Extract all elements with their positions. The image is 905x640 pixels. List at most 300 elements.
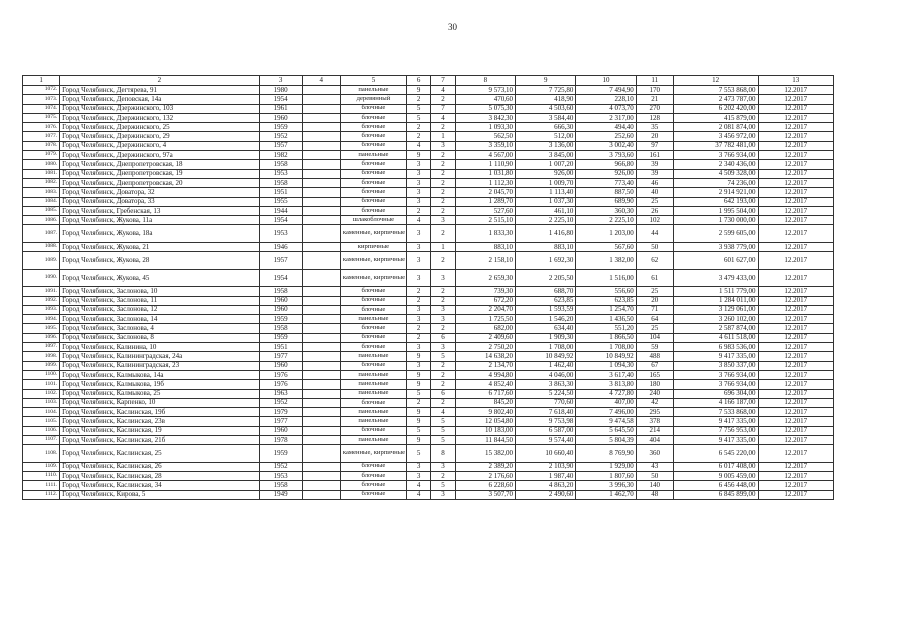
table-row (23, 426, 834, 435)
entrances-cell: 3 (431, 315, 455, 324)
entrances-cell: 4 (431, 408, 455, 417)
row-number: 1082. (23, 178, 60, 187)
private-area-cell: 9 474,58 (576, 417, 636, 426)
floors-cell: 5 (407, 445, 431, 463)
private-area-cell: 966,80 (576, 160, 636, 169)
cost-cell: 4 611 518,00 (673, 333, 758, 342)
year-built-cell: 1957 (259, 141, 302, 150)
wall-material-cell: блочные (340, 462, 406, 471)
year-built-cell: 1977 (259, 352, 302, 361)
entrances-cell: 4 (431, 86, 455, 95)
residents-cell: 180 (636, 380, 673, 389)
private-area-cell: 2 225,10 (576, 216, 636, 225)
private-area-cell: 228,10 (576, 95, 636, 104)
entrances-cell: 2 (431, 287, 455, 296)
date-cell: 12.2017 (758, 252, 833, 270)
column-4-cell (302, 370, 340, 379)
table-row (23, 188, 834, 197)
column-4-cell (302, 287, 340, 296)
wall-material-cell: блочные (340, 104, 406, 113)
year-built-cell: 1953 (259, 225, 302, 243)
entrances-cell: 2 (431, 169, 455, 178)
date-cell: 12.2017 (758, 216, 833, 225)
address-cell: Город Челябинск, Заслонова, 10 (60, 287, 260, 296)
total-area-cell: 15 382,00 (455, 445, 515, 463)
residents-cell: 360 (636, 445, 673, 463)
floors-cell: 3 (407, 462, 431, 471)
total-area-cell: 1 110,90 (455, 160, 515, 169)
row-number: 1088. (23, 242, 60, 251)
column-header: 9 (516, 76, 576, 86)
address-cell: Город Челябинск, Калмыкова, 14а (60, 370, 260, 379)
cost-cell: 3 456 972,00 (673, 132, 758, 141)
address-cell: Город Челябинск, Деповская, 14а (60, 95, 260, 104)
total-area-cell: 6 228,60 (455, 481, 515, 490)
row-number: 1080. (23, 160, 60, 169)
address-cell: Город Челябинск, Заслонова, 4 (60, 324, 260, 333)
row-number: 1110. (23, 472, 60, 481)
column-header: 8 (455, 76, 515, 86)
date-cell: 12.2017 (758, 151, 833, 160)
wall-material-cell: панельные (340, 86, 406, 95)
wall-material-cell: блочные (340, 296, 406, 305)
column-header: 2 (60, 76, 260, 86)
year-built-cell: 1976 (259, 380, 302, 389)
table-row (23, 352, 834, 361)
year-built-cell: 1961 (259, 104, 302, 113)
column-4-cell (302, 324, 340, 333)
cost-cell: 3 766 934,00 (673, 380, 758, 389)
floors-cell: 3 (407, 225, 431, 243)
year-built-cell: 1946 (259, 242, 302, 251)
table-row (23, 242, 834, 251)
table-row (23, 462, 834, 471)
wall-material-cell: блочные (340, 490, 406, 499)
column-4-cell (302, 380, 340, 389)
year-built-cell: 1959 (259, 445, 302, 463)
row-number: 1109. (23, 462, 60, 471)
column-4-cell (302, 398, 340, 407)
date-cell: 12.2017 (758, 188, 833, 197)
address-cell: Город Челябинск, Заслонова, 11 (60, 296, 260, 305)
column-4-cell (302, 361, 340, 370)
table-row (23, 95, 834, 104)
entrances-cell: 8 (431, 445, 455, 463)
wall-material-cell: блочные (340, 141, 406, 150)
private-area-cell: 4 727,80 (576, 389, 636, 398)
year-built-cell: 1977 (259, 417, 302, 426)
page-number: 30 (448, 22, 457, 32)
entrances-cell: 4 (431, 113, 455, 122)
year-built-cell: 1954 (259, 216, 302, 225)
wall-material-cell: панельные (340, 408, 406, 417)
year-built-cell: 1960 (259, 361, 302, 370)
row-number: 1079. (23, 151, 60, 160)
wall-material-cell: каменные, кирпичные (340, 252, 406, 270)
row-number: 1106. (23, 426, 60, 435)
row-number: 1083. (23, 188, 60, 197)
cost-cell: 696 304,00 (673, 389, 758, 398)
residents-cell: 62 (636, 252, 673, 270)
private-area-cell: 3 793,60 (576, 151, 636, 160)
row-number: 1084. (23, 197, 60, 206)
wall-material-cell: блочные (340, 169, 406, 178)
total-area-cell: 470,60 (455, 95, 515, 104)
private-area-cell: 773,40 (576, 178, 636, 187)
private-area-cell: 556,60 (576, 287, 636, 296)
private-area-cell: 7 496,00 (576, 408, 636, 417)
residents-cell: 214 (636, 426, 673, 435)
address-cell: Город Челябинск, Калмыкова, 25 (60, 389, 260, 398)
date-cell: 12.2017 (758, 445, 833, 463)
wall-material-cell: блочные (340, 206, 406, 215)
cost-cell: 2 081 874,00 (673, 123, 758, 132)
row-number: 1072. (23, 86, 60, 95)
living-area-cell: 4 046,00 (516, 370, 576, 379)
total-area-cell: 11 844,50 (455, 436, 515, 445)
living-area-cell: 4 863,20 (516, 481, 576, 490)
wall-material-cell: панельные (340, 370, 406, 379)
floors-cell: 3 (407, 305, 431, 314)
residents-cell: 43 (636, 462, 673, 471)
address-cell: Город Челябинск, Карпенко, 10 (60, 398, 260, 407)
living-area-cell: 3 136,00 (516, 141, 576, 150)
cost-cell: 6 202 420,00 (673, 104, 758, 113)
date-cell: 12.2017 (758, 361, 833, 370)
column-4-cell (302, 242, 340, 251)
living-area-cell: 7 618,40 (516, 408, 576, 417)
row-number: 1108. (23, 445, 60, 463)
date-cell: 12.2017 (758, 197, 833, 206)
address-cell: Город Челябинск, Дзержинского, 132 (60, 113, 260, 122)
residents-cell: 48 (636, 490, 673, 499)
date-cell: 12.2017 (758, 380, 833, 389)
cost-cell: 37 782 481,00 (673, 141, 758, 150)
date-cell: 12.2017 (758, 141, 833, 150)
private-area-cell: 3 813,80 (576, 380, 636, 389)
year-built-cell: 1982 (259, 151, 302, 160)
private-area-cell: 689,90 (576, 197, 636, 206)
column-header: 6 (407, 76, 431, 86)
cost-cell: 9 417 335,00 (673, 436, 758, 445)
column-header: 1 (23, 76, 60, 86)
column-4-cell (302, 216, 340, 225)
address-cell: Город Челябинск, Кирова, 5 (60, 490, 260, 499)
total-area-cell: 9 573,10 (455, 86, 515, 95)
living-area-cell: 1 462,40 (516, 361, 576, 370)
cost-cell: 2 599 605,00 (673, 225, 758, 243)
table-row (23, 287, 834, 296)
entrances-cell: 2 (431, 225, 455, 243)
living-area-cell: 1 708,00 (516, 343, 576, 352)
living-area-cell: 1 037,30 (516, 197, 576, 206)
private-area-cell: 1 203,00 (576, 225, 636, 243)
date-cell: 12.2017 (758, 225, 833, 243)
year-built-cell: 1978 (259, 436, 302, 445)
wall-material-cell: панельные (340, 389, 406, 398)
total-area-cell: 2 389,20 (455, 462, 515, 471)
column-header: 13 (758, 76, 833, 86)
floors-cell: 3 (407, 160, 431, 169)
address-cell: Город Челябинск, Дегтярева, 91 (60, 86, 260, 95)
row-number: 1107. (23, 436, 60, 445)
living-area-cell: 883,10 (516, 242, 576, 251)
cost-cell: 2 473 787,00 (673, 95, 758, 104)
address-cell: Город Челябинск, Калинина, 10 (60, 343, 260, 352)
table-row (23, 252, 834, 270)
year-built-cell: 1960 (259, 113, 302, 122)
wall-material-cell: блочные (340, 287, 406, 296)
date-cell: 12.2017 (758, 287, 833, 296)
wall-material-cell: блочные (340, 361, 406, 370)
total-area-cell: 2 515,10 (455, 216, 515, 225)
year-built-cell: 1955 (259, 197, 302, 206)
wall-material-cell: блочные (340, 398, 406, 407)
table-row (23, 361, 834, 370)
living-area-cell: 10 660,40 (516, 445, 576, 463)
living-area-cell: 1 909,30 (516, 333, 576, 342)
row-number: 1100. (23, 370, 60, 379)
column-4-cell (302, 113, 340, 122)
floors-cell: 2 (407, 324, 431, 333)
floors-cell: 4 (407, 481, 431, 490)
row-number: 1090. (23, 269, 60, 287)
private-area-cell: 3 996,30 (576, 481, 636, 490)
table-row (23, 333, 834, 342)
housing-register-table (22, 75, 834, 500)
private-area-cell: 567,60 (576, 242, 636, 251)
total-area-cell: 1 833,30 (455, 225, 515, 243)
row-number: 1095. (23, 324, 60, 333)
floors-cell: 3 (407, 178, 431, 187)
private-area-cell: 7 494,90 (576, 86, 636, 95)
row-number: 1086. (23, 216, 60, 225)
private-area-cell: 5 645,50 (576, 426, 636, 435)
total-area-cell: 1 289,70 (455, 197, 515, 206)
entrances-cell: 2 (431, 197, 455, 206)
private-area-cell: 1 254,70 (576, 305, 636, 314)
cost-cell: 9 417 335,00 (673, 352, 758, 361)
table-row (23, 151, 834, 160)
row-number: 1112. (23, 490, 60, 499)
residents-cell: 40 (636, 188, 673, 197)
living-area-cell: 666,30 (516, 123, 576, 132)
residents-cell: 44 (636, 225, 673, 243)
living-area-cell: 3 584,40 (516, 113, 576, 122)
table-row (23, 481, 834, 490)
total-area-cell: 1 093,30 (455, 123, 515, 132)
floors-cell: 3 (407, 343, 431, 352)
address-cell: Город Челябинск, Заслонова, 8 (60, 333, 260, 342)
row-number: 1077. (23, 132, 60, 141)
entrances-cell: 5 (431, 417, 455, 426)
row-number: 1103. (23, 398, 60, 407)
total-area-cell: 1 112,30 (455, 178, 515, 187)
column-header: 11 (636, 76, 673, 86)
wall-material-cell: панельные (340, 352, 406, 361)
cost-cell: 3 766 934,00 (673, 370, 758, 379)
column-4-cell (302, 343, 340, 352)
table-row (23, 178, 834, 187)
address-cell: Город Челябинск, Днепропетровская, 18 (60, 160, 260, 169)
residents-cell: 26 (636, 206, 673, 215)
wall-material-cell: блочные (340, 197, 406, 206)
year-built-cell: 1960 (259, 296, 302, 305)
floors-cell: 2 (407, 123, 431, 132)
living-area-cell: 418,90 (516, 95, 576, 104)
column-4-cell (302, 151, 340, 160)
living-area-cell: 926,00 (516, 169, 576, 178)
total-area-cell: 2 659,30 (455, 269, 515, 287)
column-header: 7 (431, 76, 455, 86)
living-area-cell: 1 593,59 (516, 305, 576, 314)
date-cell: 12.2017 (758, 472, 833, 481)
date-cell: 12.2017 (758, 104, 833, 113)
residents-cell: 128 (636, 113, 673, 122)
total-area-cell: 4 567,00 (455, 151, 515, 160)
year-built-cell: 1953 (259, 169, 302, 178)
address-cell: Город Челябинск, Гребенская, 13 (60, 206, 260, 215)
column-4-cell (302, 141, 340, 150)
floors-cell: 9 (407, 370, 431, 379)
column-header: 4 (302, 76, 340, 86)
residents-cell: 64 (636, 315, 673, 324)
entrances-cell: 3 (431, 343, 455, 352)
entrances-cell: 5 (431, 352, 455, 361)
table-row (23, 389, 834, 398)
address-cell: Город Челябинск, Дзержинского, 103 (60, 104, 260, 113)
wall-material-cell: блочные (340, 123, 406, 132)
column-4-cell (302, 426, 340, 435)
column-4-cell (302, 95, 340, 104)
year-built-cell: 1979 (259, 408, 302, 417)
entrances-cell: 2 (431, 123, 455, 132)
residents-cell: 140 (636, 481, 673, 490)
address-cell: Город Челябинск, Калининградская, 23 (60, 361, 260, 370)
address-cell: Город Челябинск, Жукова, 18а (60, 225, 260, 243)
wall-material-cell: блочные (340, 333, 406, 342)
total-area-cell: 883,10 (455, 242, 515, 251)
row-number: 1099. (23, 361, 60, 370)
floors-cell: 3 (407, 315, 431, 324)
private-area-cell: 5 804,39 (576, 436, 636, 445)
floors-cell: 9 (407, 352, 431, 361)
table-row (23, 197, 834, 206)
address-cell: Город Челябинск, Каслинская, 26 (60, 462, 260, 471)
total-area-cell: 3 359,10 (455, 141, 515, 150)
table-row (23, 123, 834, 132)
residents-cell: 35 (636, 123, 673, 132)
address-cell: Город Челябинск, Жукова, 28 (60, 252, 260, 270)
floors-cell: 9 (407, 436, 431, 445)
entrances-cell: 3 (431, 141, 455, 150)
private-area-cell: 8 769,90 (576, 445, 636, 463)
floors-cell: 5 (407, 113, 431, 122)
total-area-cell: 2 204,70 (455, 305, 515, 314)
date-cell: 12.2017 (758, 242, 833, 251)
wall-material-cell: каменные, кирпичные (340, 269, 406, 287)
total-area-cell: 2 750,20 (455, 343, 515, 352)
residents-cell: 161 (636, 151, 673, 160)
address-cell: Город Челябинск, Каслинская, 23в (60, 417, 260, 426)
residents-cell: 378 (636, 417, 673, 426)
private-area-cell: 1 094,30 (576, 361, 636, 370)
cost-cell: 1 730 000,00 (673, 216, 758, 225)
residents-cell: 71 (636, 305, 673, 314)
entrances-cell: 2 (431, 370, 455, 379)
column-4-cell (302, 252, 340, 270)
date-cell: 12.2017 (758, 462, 833, 471)
floors-cell: 9 (407, 408, 431, 417)
cost-cell: 6 017 408,00 (673, 462, 758, 471)
residents-cell: 39 (636, 160, 673, 169)
total-area-cell: 2 134,70 (455, 361, 515, 370)
table-row (23, 315, 834, 324)
living-area-cell: 512,00 (516, 132, 576, 141)
total-area-cell: 5 075,30 (455, 104, 515, 113)
cost-cell: 3 766 934,00 (673, 151, 758, 160)
column-header: 5 (340, 76, 406, 86)
date-cell: 12.2017 (758, 169, 833, 178)
cost-cell: 415 879,00 (673, 113, 758, 122)
floors-cell: 2 (407, 287, 431, 296)
year-built-cell: 1951 (259, 343, 302, 352)
date-cell: 12.2017 (758, 389, 833, 398)
living-area-cell: 10 849,92 (516, 352, 576, 361)
year-built-cell: 1959 (259, 315, 302, 324)
table-row (23, 86, 834, 95)
floors-cell: 3 (407, 252, 431, 270)
column-header: 12 (673, 76, 758, 86)
total-area-cell: 3 842,30 (455, 113, 515, 122)
cost-cell: 3 938 779,00 (673, 242, 758, 251)
entrances-cell: 3 (431, 305, 455, 314)
floors-cell: 3 (407, 197, 431, 206)
column-4-cell (302, 490, 340, 499)
row-number: 1091. (23, 287, 60, 296)
wall-material-cell: панельные (340, 315, 406, 324)
private-area-cell: 1 462,70 (576, 490, 636, 499)
living-area-cell: 623,85 (516, 296, 576, 305)
column-4-cell (302, 305, 340, 314)
cost-cell: 6 545 220,00 (673, 445, 758, 463)
address-cell: Город Челябинск, Каслинская, 19б (60, 408, 260, 417)
row-number: 1076. (23, 123, 60, 132)
residents-cell: 61 (636, 269, 673, 287)
address-cell: Город Челябинск, Каслинская, 28 (60, 472, 260, 481)
column-4-cell (302, 225, 340, 243)
date-cell: 12.2017 (758, 86, 833, 95)
wall-material-cell: шлакоблочные (340, 216, 406, 225)
table-row (23, 269, 834, 287)
private-area-cell: 926,00 (576, 169, 636, 178)
year-built-cell: 1959 (259, 123, 302, 132)
date-cell: 12.2017 (758, 296, 833, 305)
total-area-cell: 10 183,00 (455, 426, 515, 435)
total-area-cell: 9 802,40 (455, 408, 515, 417)
wall-material-cell: блочные (340, 426, 406, 435)
address-cell: Город Челябинск, Днепропетровская, 19 (60, 169, 260, 178)
year-built-cell: 1954 (259, 95, 302, 104)
address-cell: Город Челябинск, Доватора, 33 (60, 197, 260, 206)
table-row (23, 296, 834, 305)
total-area-cell: 562,50 (455, 132, 515, 141)
total-area-cell: 14 638,20 (455, 352, 515, 361)
cost-cell: 3 260 102,00 (673, 315, 758, 324)
table-row (23, 225, 834, 243)
column-number-header-row (23, 76, 834, 86)
row-number: 1087. (23, 225, 60, 243)
